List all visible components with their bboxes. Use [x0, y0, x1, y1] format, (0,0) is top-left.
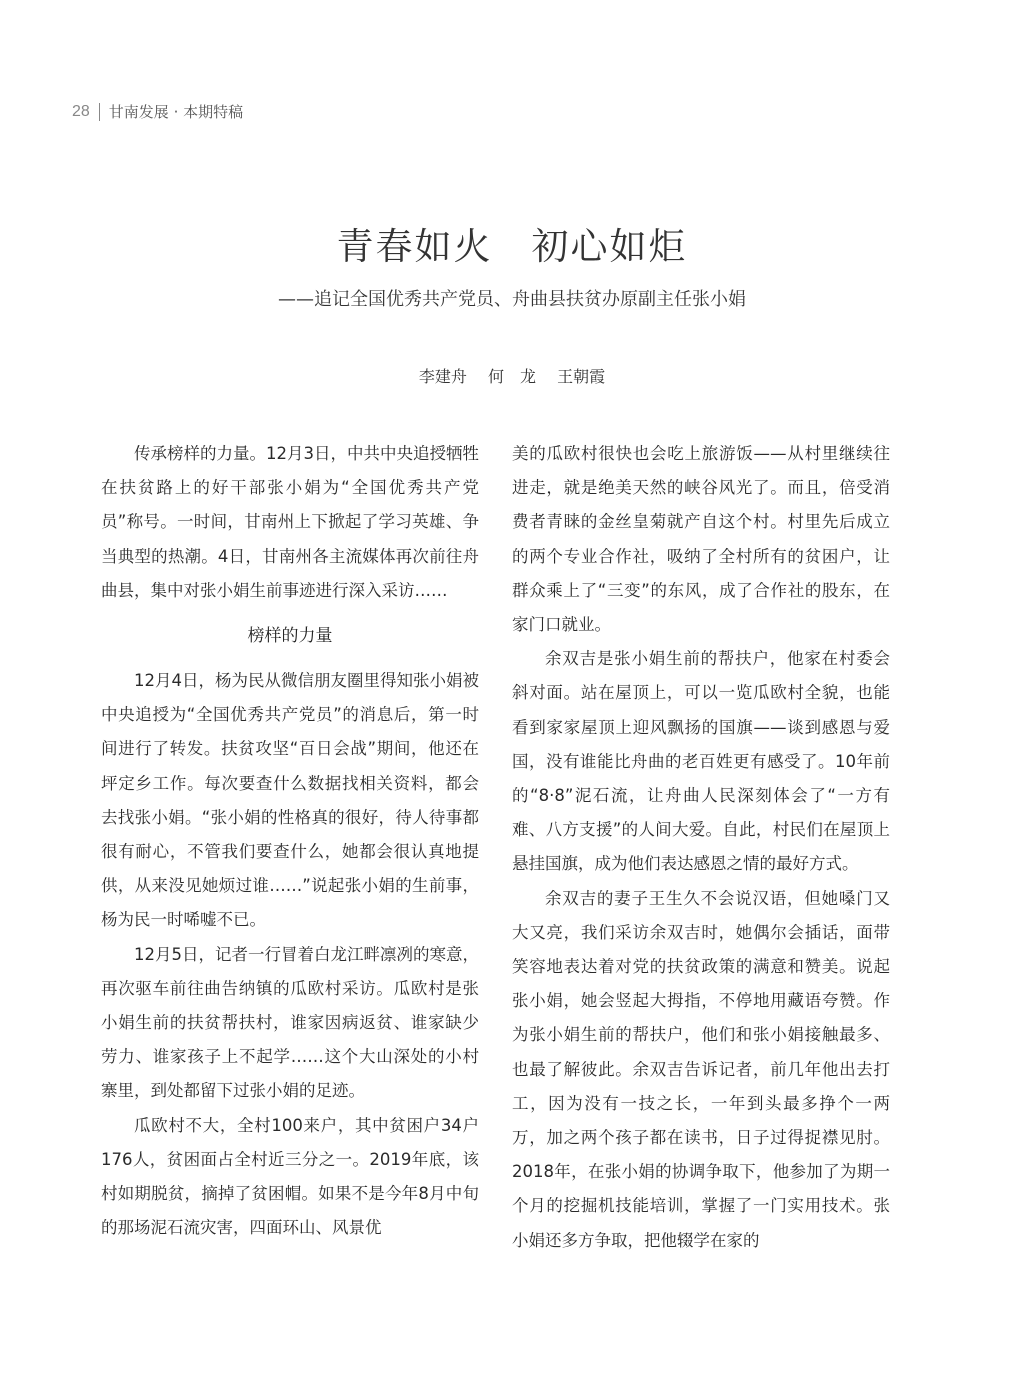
paragraph: 12月5日，记者一行冒着白龙江畔凛冽的寒意，再次驱车前往曲告纳镇的瓜欧村采访。瓜欧村是张小娟生前的扶贫帮扶村，谁家因病返贫、谁家缺少劳力、谁家孩子上不起学……这个大山深处的小村寨里，到处都留下过张小娟的足迹。 — [101, 944, 479, 1101]
left-column — [101, 437, 479, 1245]
paragraph: 瓜欧村不大，全村100来户，其中贫困户34户176人，贫困面占全村近三分之一。2019年底，该村如期脱贫，摘掉了贫困帽。如果不是今年8月中旬的那场泥石流灾害，四面环山、风景优 — [101, 1115, 479, 1238]
article-title: 青春如火 初心如炬 — [336, 225, 688, 268]
paragraph: 美的瓜欧村很快也会吃上旅游饭——从村里继续往进走，就是绝美天然的峡谷风光了。而且，倍受消费者青睐的金丝皇菊就产自这个村。村里先后成立的两个专业合作社，吸纳了全村所有的贫困户，让群众乘上了“三变”的东风，成了合作社的股东，在家门口就业。 — [512, 444, 890, 635]
running-header — [72, 101, 243, 122]
paragraph: 余双吉的妻子王生久不会说汉语，但她嗓门又大又亮，我们采访余双吉时，她偶尔会插话，面带笑容地表达着对党的扶贫政策的满意和赞美。说起张小娟，她会竖起大拇指，不停地用藏语夸赞。作为张小娟生前的帮扶户，他们和张小娟接触最多、也最了解彼此。余双吉告诉记者，前几年他出去打工，因为没有一技之长，一年到头最多挣个一两万，加之两个孩子都在读书，日子过得捉襟见肘。2018年，在张小娟的协调争取下，他参加了为期一个月的挖掘机技能培训，掌握了一门实用技术。张小娟还多方争取，把他辍学在家的 — [512, 888, 890, 1250]
page-number: 28 — [72, 102, 90, 120]
article-authors: 李建舟 何 龙 王朝霞 — [418, 367, 606, 386]
right-column — [512, 437, 890, 1258]
paragraph: 12月4日，杨为民从微信朋友圈里得知张小娟被中央追授为“全国优秀共产党员”的消息后，第一时间进行了转发。扶贫攻坚“百日会战”期间，他还在坪定乡工作。每次要查什么数据找相关资料，都会去找张小娟。“张小娟的性格真的很好，待人待事都很有耐心，不管我们要查什么，她都会很认真地提供，从来没见她烦过谁……”说起张小娟的生前事，杨为民一时唏嘘不已。 — [101, 671, 479, 930]
paragraph: 余双吉是张小娟生前的帮扶户，他家在村委会斜对面。站在屋顶上，可以一览瓜欧村全貌，也能看到家家屋顶上迎风飘扬的国旗——谈到感恩与爱国，没有谁能比舟曲的老百姓更有感受了。10年前的“8·8”泥石流，让舟曲人民深刻体会了“一方有难、八方支援”的人间大爱。自此，村民们在屋顶上悬挂国旗，成为他们表达感恩之情的最好方式。 — [512, 649, 890, 874]
section-name: 甘南发展 · 本期特稿 — [108, 103, 244, 121]
article-subtitle: ——追记全国优秀共产党员、舟曲县扶贫办原副主任张小娟 — [278, 289, 746, 310]
paragraph: 传承榜样的力量。12月3日，中共中央追授牺牲在扶贫路上的好干部张小娟为“全国优秀共产党员”称号。一时间，甘南州上下掀起了学习英雄、争当典型的热潮。4日，甘南州各主流媒体再次前往舟曲县，集中对张小娟生前事迹进行深入采访…… — [101, 444, 479, 600]
section-heading: 榜样的力量 — [247, 626, 333, 647]
header-divider — [99, 103, 100, 121]
